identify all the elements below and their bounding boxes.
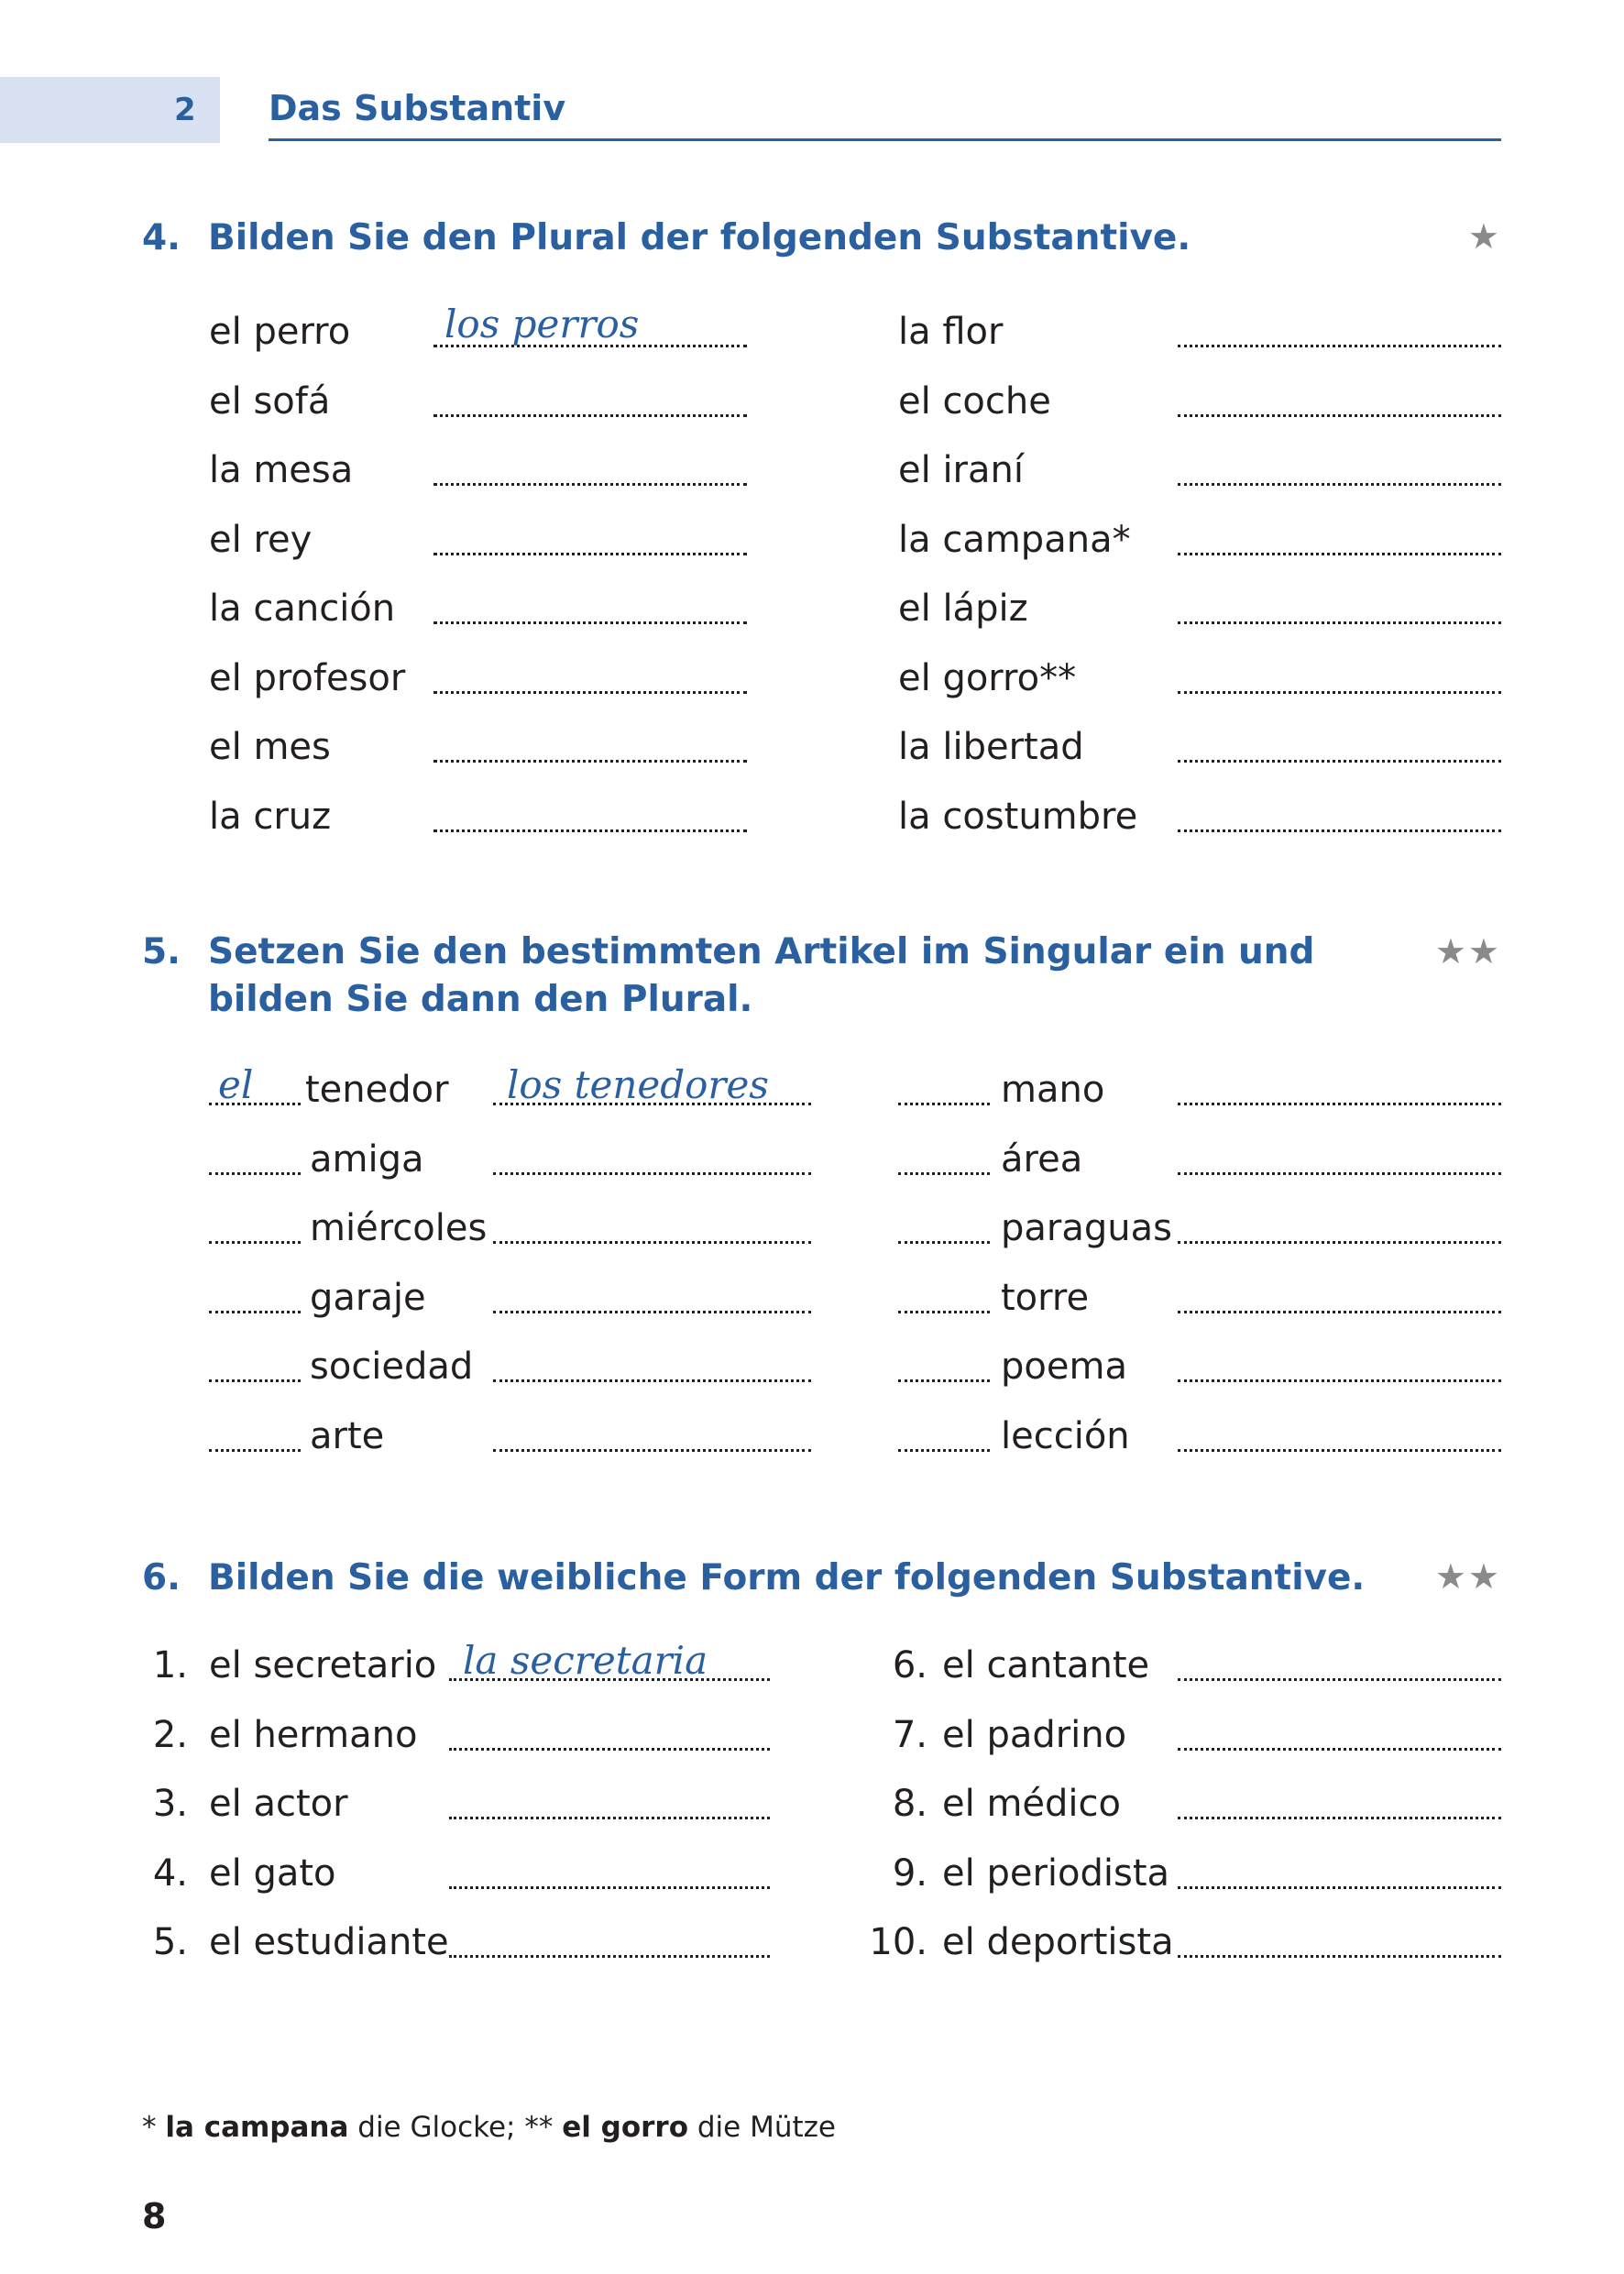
item-number: 3. — [152, 1783, 188, 1825]
answer-blank[interactable] — [1178, 553, 1501, 555]
example-answer: los perros — [444, 302, 640, 346]
word-item: arte — [310, 1414, 385, 1457]
article-blank[interactable] — [898, 1379, 990, 1382]
word-item: poema — [1001, 1346, 1127, 1388]
answer-blank[interactable] — [493, 1449, 811, 1452]
word-item: garaje — [310, 1276, 426, 1319]
word-item: el cantante — [942, 1644, 1150, 1686]
answer-blank[interactable] — [1178, 1172, 1501, 1175]
exercise-5-title: Setzen Sie den bestimmten Artikel im Singular ein und bilden Sie dann den Plural. — [208, 931, 1315, 1020]
article-blank[interactable] — [898, 1172, 990, 1175]
answer-blank[interactable] — [449, 1955, 770, 1958]
word-item: el médico — [942, 1783, 1121, 1825]
word-item: paraguas — [1001, 1207, 1172, 1249]
word-item: mano — [1001, 1069, 1105, 1111]
word-item: sociedad — [310, 1346, 474, 1388]
answer-blank[interactable] — [1178, 829, 1501, 832]
word-item: el rey — [209, 518, 313, 561]
article-blank[interactable] — [898, 1241, 990, 1244]
page-number: 8 — [142, 2196, 167, 2236]
answer-blank[interactable] — [433, 691, 747, 694]
word-item: el gorro** — [898, 656, 1077, 699]
item-number: 10. — [869, 1921, 927, 1963]
word-item: el periodista — [942, 1851, 1170, 1895]
chapter-rule — [269, 138, 1501, 141]
exercise-6-difficulty: ★★ — [1434, 1556, 1501, 1597]
item-number: 9. — [892, 1851, 927, 1895]
word-item: torre — [1001, 1276, 1090, 1319]
item-number: 2. — [152, 1713, 188, 1756]
word-item: el deportista — [942, 1921, 1174, 1963]
answer-blank[interactable] — [433, 414, 747, 417]
word-item: la costumbre — [898, 795, 1138, 838]
item-number: 6. — [892, 1644, 927, 1686]
footnote-term: la campana — [165, 2111, 349, 2144]
word-item: el perro — [209, 311, 351, 353]
article-blank[interactable] — [898, 1311, 990, 1313]
chapter-title: Das Substantiv — [269, 88, 566, 128]
answer-blank[interactable] — [1178, 483, 1501, 486]
answer-blank[interactable] — [1178, 345, 1501, 347]
exercise-5-number: 5. — [142, 931, 181, 972]
word-item: la cruz — [209, 795, 332, 838]
word-item: la libertad — [898, 726, 1084, 768]
answer-blank[interactable] — [1178, 1379, 1501, 1382]
answer-blank[interactable] — [493, 1311, 811, 1313]
word-item: tenedor — [305, 1069, 449, 1111]
answer-blank[interactable] — [1178, 1955, 1501, 1958]
exercise-6-number: 6. — [142, 1557, 181, 1598]
word-item: amiga — [310, 1137, 424, 1181]
word-item: el secretario — [209, 1644, 437, 1686]
answer-blank[interactable] — [1178, 1817, 1501, 1819]
exercise-4-difficulty: ★ — [1467, 216, 1501, 257]
word-item: el actor — [209, 1783, 348, 1825]
word-item: la flor — [898, 311, 1004, 353]
article-blank[interactable] — [209, 1311, 301, 1313]
answer-blank[interactable] — [433, 553, 747, 555]
answer-blank[interactable] — [1178, 1449, 1501, 1452]
word-item: el gato — [209, 1851, 336, 1895]
example-answer: la secretaria — [463, 1638, 708, 1683]
word-item: área — [1001, 1137, 1083, 1181]
footnote: * la campana die Glocke; ** el gorro die Mütze — [142, 2111, 836, 2144]
answer-blank[interactable] — [449, 1748, 770, 1751]
answer-blank[interactable] — [1178, 760, 1501, 763]
answer-blank[interactable] — [493, 1241, 811, 1244]
word-item: lección — [1001, 1414, 1130, 1457]
answer-blank[interactable] — [1178, 691, 1501, 694]
answer-blank[interactable] — [449, 1817, 770, 1819]
word-item: el estudiante — [209, 1921, 449, 1963]
word-item: el lápiz — [898, 588, 1028, 630]
word-item: el hermano — [209, 1713, 418, 1756]
article-blank[interactable] — [898, 1449, 990, 1452]
word-item: el coche — [898, 379, 1051, 423]
article-blank[interactable] — [898, 1103, 990, 1105]
footnote-term: el gorro — [562, 2111, 689, 2144]
word-item: la campana* — [898, 518, 1131, 561]
word-item: la canción — [209, 588, 396, 630]
answer-blank[interactable] — [493, 1379, 811, 1382]
answer-blank[interactable] — [1178, 1311, 1501, 1313]
answer-blank[interactable] — [433, 621, 747, 624]
answer-blank[interactable] — [433, 829, 747, 832]
answer-blank[interactable] — [1178, 414, 1501, 417]
article-blank[interactable] — [209, 1172, 301, 1175]
word-item: miércoles — [310, 1207, 488, 1249]
answer-blank[interactable] — [1178, 621, 1501, 624]
example-answer: los tenedores — [507, 1062, 769, 1107]
word-item: el sofá — [209, 379, 331, 423]
chapter-number: 2 — [174, 92, 196, 128]
exercise-4-number: 4. — [142, 217, 181, 258]
item-number: 4. — [152, 1851, 188, 1895]
answer-blank[interactable] — [493, 1172, 811, 1175]
answer-blank[interactable] — [1178, 1678, 1501, 1681]
item-number: 1. — [152, 1644, 188, 1686]
article-blank[interactable] — [209, 1449, 301, 1452]
exercise-4-title: Bilden Sie den Plural der folgenden Substantive. — [208, 217, 1191, 258]
article-blank[interactable] — [209, 1379, 301, 1382]
exercise-5-difficulty: ★★ — [1434, 931, 1501, 972]
answer-blank[interactable] — [433, 760, 747, 763]
item-number: 8. — [892, 1783, 927, 1825]
answer-blank[interactable] — [1178, 1748, 1501, 1751]
word-item: el profesor — [209, 656, 406, 699]
answer-blank[interactable] — [1178, 1886, 1501, 1889]
word-item: el mes — [209, 726, 331, 768]
item-number: 5. — [152, 1921, 188, 1963]
answer-blank[interactable] — [1178, 1241, 1501, 1244]
example-article: el — [218, 1062, 254, 1107]
word-item: la mesa — [209, 449, 354, 491]
answer-blank[interactable] — [449, 1886, 770, 1889]
exercise-6-title: Bilden Sie die weibliche Form der folgenden Substantive. — [208, 1557, 1366, 1598]
answer-blank[interactable] — [1178, 1103, 1501, 1105]
word-item: el iraní — [898, 449, 1024, 491]
word-item: el padrino — [942, 1713, 1127, 1756]
item-number: 7. — [892, 1713, 927, 1756]
article-blank[interactable] — [209, 1241, 301, 1244]
answer-blank[interactable] — [433, 483, 747, 486]
